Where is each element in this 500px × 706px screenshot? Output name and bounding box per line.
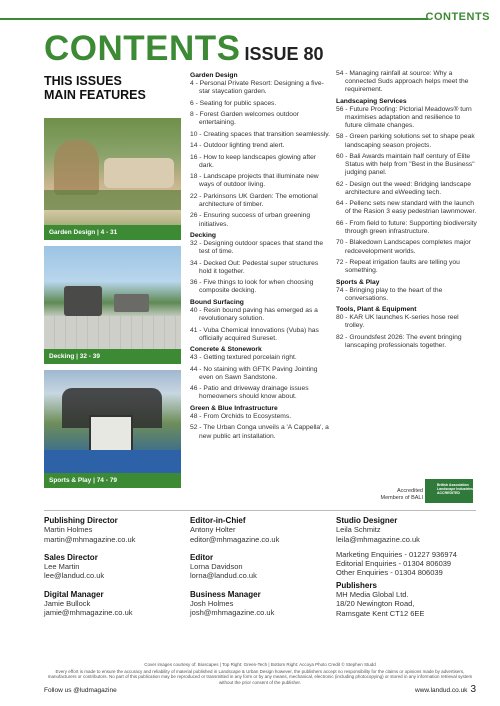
contents-entry: 80 - KAR UK launches K-series hose reel trolley. [336, 314, 459, 330]
table-shape [114, 294, 149, 312]
bali-accreditation [337, 476, 476, 505]
staff-email: leila@mhmagazine.co.uk [336, 534, 420, 544]
staff-email: jamie@mhmagazine.co.uk [44, 608, 133, 618]
section-heading: Decking [190, 232, 217, 240]
staff-email: martin@mhmagazine.co.uk [44, 534, 136, 544]
bali-line-1: Accredited [397, 488, 423, 494]
contents-entry: 58 - Green parking solutions set to shape peak landscaping season projects. [336, 133, 475, 149]
title-contents: CONTENTS [44, 29, 241, 68]
section-label: CONTENTS [425, 11, 490, 23]
bali-text [371, 488, 423, 502]
header-bar [0, 11, 500, 25]
enquiry-line: Editorial Enquiries - 01304 806039 [336, 559, 452, 569]
contents-entry: 34 - Decked Out: Pedestal super structures hold it together. [190, 259, 319, 275]
staff-name: Lorna Davidson [190, 562, 243, 572]
contents-entry: 52 - The Urban Conga unveils a 'A Cappella', a new public art installation. [190, 424, 329, 440]
staff-email: lee@landud.co.uk [44, 571, 105, 581]
staff-name: Antony Holter [190, 525, 236, 535]
contents-entry: 66 - From field to future: Supporting biodiversity through green infrastructure. [336, 219, 477, 235]
contents-entry: 43 - Getting textured porcelain right. [190, 354, 297, 362]
page-title [44, 29, 324, 69]
staff-column-1 [44, 516, 135, 618]
contents-entry: 22 - Parkinsons UK Garden: The emotional architecture of timber. [190, 192, 318, 208]
contents-entry: 70 - Blakedown Landscapes completes major redcevelopment worlds. [336, 239, 471, 255]
photo-garden-design [44, 118, 181, 240]
photo-decking [44, 246, 181, 364]
publisher-line: 18/20 Newington Road, [336, 599, 415, 609]
page-number: 3 [470, 684, 476, 695]
contents-entry: 36 - Five things to look for when choosing composite decking. [190, 279, 314, 295]
contents-entry: 18 - Landscape projects that illuminate new ways of outdoor living. [190, 173, 319, 189]
section-heading: Bound Surfacing [190, 298, 244, 306]
contents-entry: 54 - Managing rainfall at source: Why a connected Suds approach helps meet the requirement. [336, 70, 469, 94]
contents-entry: 74 - Bringing play to the heart of the conversations. [336, 286, 443, 302]
planting-shape [44, 190, 181, 210]
staff-role: Publishing Director [44, 516, 118, 525]
divider [44, 510, 476, 511]
features-line-1: THIS ISSUES [44, 74, 122, 88]
photo-caption: Garden Design | 4 - 31 [44, 225, 181, 240]
staff-name: Leila Schmitz [336, 525, 381, 535]
contents-entry: 8 - Forest Garden welcomes outdoor entertaining. [190, 111, 299, 127]
staff-column-3 [336, 516, 457, 618]
staff-role: Publishers [336, 580, 377, 590]
staff-email: lorna@landud.co.uk [190, 571, 257, 581]
issue-number: ISSUE 80 [244, 44, 324, 64]
contents-entry: 72 - Repeat irrigation faults are telling you something. [336, 259, 460, 275]
social-handle: Follow us @ludmagazine [44, 687, 117, 694]
enquiry-line: Other Enquiries - 01304 806039 [336, 568, 443, 578]
section-heading: Concrete & Stonework [190, 346, 262, 354]
contents-entry: 10 - Creating spaces that transition seamlessly. [190, 130, 331, 138]
staff-name: Josh Holmes [190, 599, 234, 609]
main-features-heading [44, 74, 146, 102]
website-url: www.landud.co.uk [415, 687, 468, 694]
sofa-shape [64, 286, 102, 316]
contents-entry: 48 - From Orchids to Ecosystems. [190, 412, 292, 420]
staff-name: Jamie Bullock [44, 599, 91, 609]
section-heading: Sports & Play [336, 278, 380, 286]
photo-caption: Sports & Play | 74 - 79 [44, 473, 181, 488]
staff-email: josh@mhmagazine.co.uk [190, 608, 275, 618]
staff-role: Studio Designer [336, 516, 398, 525]
contents-entry: 4 - Personal Private Resort: Designing a five-star staycation garden. [190, 80, 324, 96]
publisher-line: Ramsgate Kent CT12 6EE [336, 608, 425, 618]
deck-boards [44, 316, 181, 349]
image-credits: Cover images courtesy of: Bioscapes | Top Right: Green-Tech | Bottom Right: Accoya Photo Credit © Stephen Studd [144, 662, 376, 667]
contents-entry: 40 - Resin bound paving has emerged as a revolutionary solution. [190, 306, 318, 323]
contents-entry: 44 - No staining with GFTK Paving Jointing even on Sawn Sandstone. [190, 365, 318, 381]
disclaimer: Every effort is made to ensure the accuracy and reliability of material published in Landscape & Urban Design however, the publishers accept no responsibility for the claims or opinions made by advertisers, manufacturers or contributors. No part of this publication may be reproduced or transmitted in any form or by any means, mechanical, electronic (including photocopying) or stored in any information retrieval system without the prior consent of the publisher. [47, 669, 473, 685]
contents-entry: 6 - Seating for public spaces. [190, 99, 277, 107]
publisher-line: MH Media Global Ltd. [336, 590, 409, 600]
staff-role: Business Manager [190, 589, 261, 599]
photo-caption: Decking | 32 - 39 [44, 349, 181, 364]
photo-sports-play [44, 370, 181, 488]
contents-column-2 [190, 70, 330, 444]
section-heading: Garden Design [190, 72, 238, 79]
section-heading: Green & Blue Infrastructure [190, 404, 278, 412]
section-heading: Landscaping Services [336, 97, 407, 105]
footer-right [415, 684, 476, 695]
staff-role: Digital Manager [44, 589, 104, 599]
staff-name: Martin Holmes [44, 525, 93, 535]
staff-email: editor@mhmagazine.co.uk [190, 534, 280, 544]
header-rule [0, 18, 428, 20]
contents-entry: 56 - Future Proofing: Pictorial Meadows® turn maximises adaptation and resilience to future climate changes. [336, 105, 472, 129]
contents-entry: 32 - Designing outdoor spaces that stand the test of time. [190, 240, 324, 256]
contents-entry: 14 - Outdoor lighting trend alert. [190, 142, 285, 150]
contents-entry: 16 - How to keep landscapes glowing after dark. [190, 153, 317, 169]
features-line-2: MAIN FEATURES [44, 88, 146, 102]
contents-entry: 82 - Groundsfest 2026: The event bringing lanscaping professionals together. [336, 333, 462, 350]
bali-logo [425, 479, 473, 503]
staff-role: Editor-in-Chief [190, 516, 246, 525]
sculpture-shape [54, 140, 99, 195]
staff-role: Editor [190, 552, 214, 562]
bali-line-2: Members of BALI [380, 495, 423, 501]
seat-shape [104, 158, 174, 188]
contents-entry: 46 - Patio and driveway drainage issues homeowners should know about. [190, 385, 309, 401]
contents-entry: 60 - Bali Awards maintain half century of Elite Status with help from "Best in the Business" judging panel. [336, 153, 475, 177]
blue-fence [44, 450, 181, 473]
contents-entry: 64 - Pellenc sets new standard with the launch of the Rasion 3 easy pedestrian lawnmower. [336, 200, 477, 216]
staff-role: Sales Director [44, 552, 98, 562]
contents-entry: 26 - Ensuring success of urban greening initiatives. [190, 212, 311, 228]
staff-column-2 [190, 516, 279, 618]
contents-column-3 [336, 70, 478, 354]
enquiry-line: Marketing Enquiries - 01227 936974 [336, 549, 457, 559]
staff-name: Lee Martin [44, 562, 80, 572]
contents-entry: 41 - Vuba Chemical Innovations (Vuba) has officially acquired Sureset. [190, 326, 319, 342]
section-heading: Tools, Plant & Equipment [336, 306, 417, 314]
bali-logo-text: British Association Landscape Industries ACCREDITED [437, 483, 473, 495]
contents-entry: 62 - Design out the weed: Bridging landscape architecture and eWeeding tech. [336, 180, 471, 196]
